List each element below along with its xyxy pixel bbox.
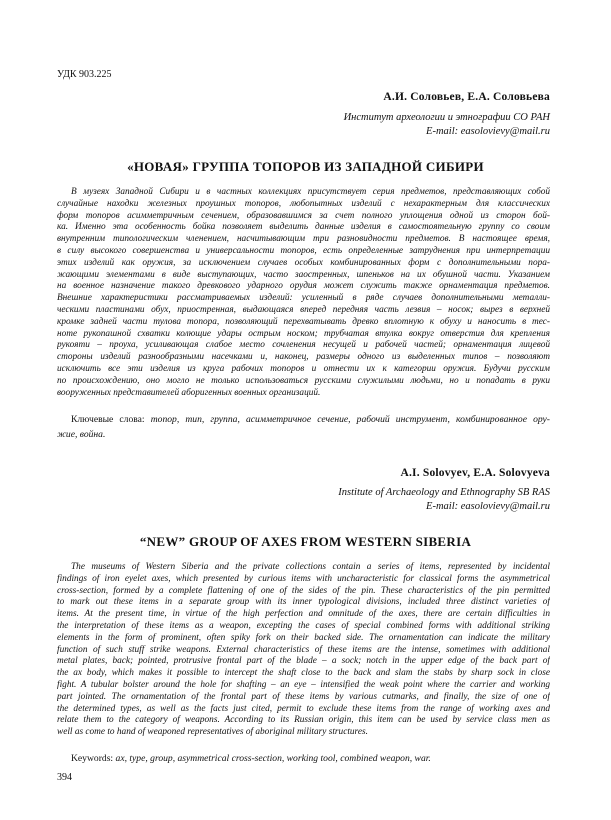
abstract-line: the determined types, as well as the facts just cited, permit to exclude these items from the range of working axes and <box>57 703 550 714</box>
abstract-line: на военное назначение такого древкового ударного орудия может служить также орнаментация предметов. <box>57 281 550 292</box>
abstract-en <box>57 562 550 739</box>
abstract-line: ческими пластинами обух, приостренная, выдающаяся вперед передняя часть лезвия – носок; вырез в верхней <box>57 304 550 315</box>
abstract-line: форм топоров асимметричным сечением, образовавшимся за счет полного уплощения одной из сторон бой- <box>57 210 550 221</box>
abstract-line: ка. Именно эта особенность бойка позволяет выделить данные изделия в самостоятельную группу со своим <box>57 222 550 233</box>
keywords-en-values: ax, type, group, asymmetrical cross-section, working tool, combined weapon, war. <box>115 753 431 764</box>
keywords-ru-values-cont: жие, война. <box>57 429 106 440</box>
abstract-line: по происхождению, оно могло не только использоваться русскими служилыми людьми, но и попадать в руки <box>57 375 550 386</box>
abstract-line: cross-section, formed by a complete flattening of one of the sides of the pin. These characteristics of the pin permitted <box>57 585 550 596</box>
abstract-line: function of such stuff strike weapons. External characteristics of these items are the intense, sometimes with additional <box>57 644 550 655</box>
keywords-ru-line <box>57 427 550 442</box>
abstract-ru <box>57 187 550 399</box>
abstract-line: fight. A tubular bolster around the hole for shafting – an eye – intensified the weak point where the carrier and working <box>57 679 550 690</box>
abstract-line: случайные находки железных проушных топоров, любопытных изделий с нехарактерным для классических <box>57 198 550 209</box>
abstract-line: исключить все эти изделия из круга рабочих топоров и отнести их к категории оружия. Будучи русским <box>57 363 550 374</box>
abstract-line: рукояти – проуха, усиливающая слабое место сочленения несущей и рабочей частей; орнаментация лицевой <box>57 340 550 351</box>
abstract-line: metal plates, back; pointed, protrusive frontal part of the blade – a sock; notch in the upper edge of the back part of <box>57 656 550 667</box>
udk-code: УДК 903.225 <box>57 69 112 80</box>
title-ru: «НОВАЯ» ГРУППА ТОПОРОВ ИЗ ЗАПАДНОЙ СИБИРИ <box>127 159 484 174</box>
abstract-line: to mark out these items in a separate group with its inner typological divisions, included three distinct varieties of <box>57 597 550 608</box>
keywords-ru-values: топор, тип, группа, асимметричное сечение, рабочий инструмент, комбинированное ору- <box>150 414 550 425</box>
authors-ru: А.И. Соловьев, Е.А. Соловьева <box>383 91 550 103</box>
abstract-line: Внешние характеристики рассматриваемых изделий: усиленный в ряде случаев дополнительными металли- <box>57 293 550 304</box>
abstract-line: part jointed. The ornamentation of the frontal part of these items by various cutmarks, and finally, the size of one of <box>57 691 550 702</box>
abstract-line: кромке задней части тулова топора, позволяющий перехватывать древко вплотную к обуху и наносить в тес- <box>57 316 550 327</box>
abstract-line: этих изделий как оружия, за исключением случаев особых комбинированных форм с дополнительными пора- <box>57 257 550 268</box>
abstract-line: the ax body, which makes it possible to intercept the shaft close to the back and slam the stabs by sharp sock in close <box>57 668 550 679</box>
keywords-en-line <box>57 751 550 766</box>
abstract-line: внутренним типологическим членением, насчитывающим три разновидности предметов. В настоящее время, <box>57 234 550 245</box>
affiliation-ru <box>344 111 550 139</box>
keywords-en <box>57 751 550 766</box>
page-number: 394 <box>57 772 72 783</box>
keywords-ru-line <box>57 412 550 427</box>
abstract-line: The museums of Western Siberia and the private collections contain a series of items, represented by incidental <box>71 562 550 572</box>
abstract-line: В музеях Западной Сибири и в частных коллекциях присутствует серия предметов, представляющих собой <box>71 187 550 197</box>
institute-ru: Институт археологии и этнографии СО РАН <box>343 112 550 123</box>
abstract-line: the interpretation of these items as a weapon, excepting the cases of special combined forms with additional striking <box>57 620 550 631</box>
keywords-en-label: Keywords: <box>71 753 114 764</box>
affiliation-en <box>338 486 550 514</box>
keywords-ru-label: Ключевые слова: <box>71 414 145 425</box>
email-ru: E-mail: easolovievy@mail.ru <box>426 126 550 137</box>
abstract-line: findings of iron eyelet axes, which presented by curious items with uncharacteristic for classical forms the asymmetrical <box>57 573 550 584</box>
abstract-line: elements in the form of prominent, often spiky fork on their backed side. The ornamentation can indicate the military <box>57 632 550 643</box>
abstract-line: жающими элементами в виде выступающих, часто заостренных, шпеньков на их обушной части. Указанием <box>57 269 550 280</box>
abstract-line: в силу высокого совершенства и универсальности топоров, есть определенные затруднения при интерпретации <box>57 245 550 256</box>
abstract-line: вооруженных представителей аборигенных военных организаций. <box>57 387 321 398</box>
keywords-ru <box>57 412 550 442</box>
abstract-line: relate them to the category of weapons. According to its Russian origin, this item can be used by service class men as <box>57 715 550 726</box>
title-en: “NEW” GROUP OF AXES FROM WESTERN SIBERIA <box>139 534 472 549</box>
institute-en: Institute of Archaeology and Ethnography SB RAS <box>338 487 550 498</box>
authors-en: A.I. Solovyev, E.A. Solovyeva <box>400 467 550 479</box>
email-en: E-mail: easolovievy@mail.ru <box>426 501 550 512</box>
abstract-line: ноте рукопашной схватки колющие удары острым носком; трубчатая втулка вокруг отверстия для крепления <box>57 328 550 339</box>
abstract-line: well as come to hand of weaponed representatives of aboriginal military structures. <box>57 727 368 738</box>
abstract-line: items. At the present time, in virtue of the high perfection and omnitude of the axes, there are certain difficulties in <box>57 609 550 620</box>
abstract-line: стороны изделий разнообразными насечками и, наконец, размеры одного из выделенных типов – позволяют <box>57 352 550 363</box>
